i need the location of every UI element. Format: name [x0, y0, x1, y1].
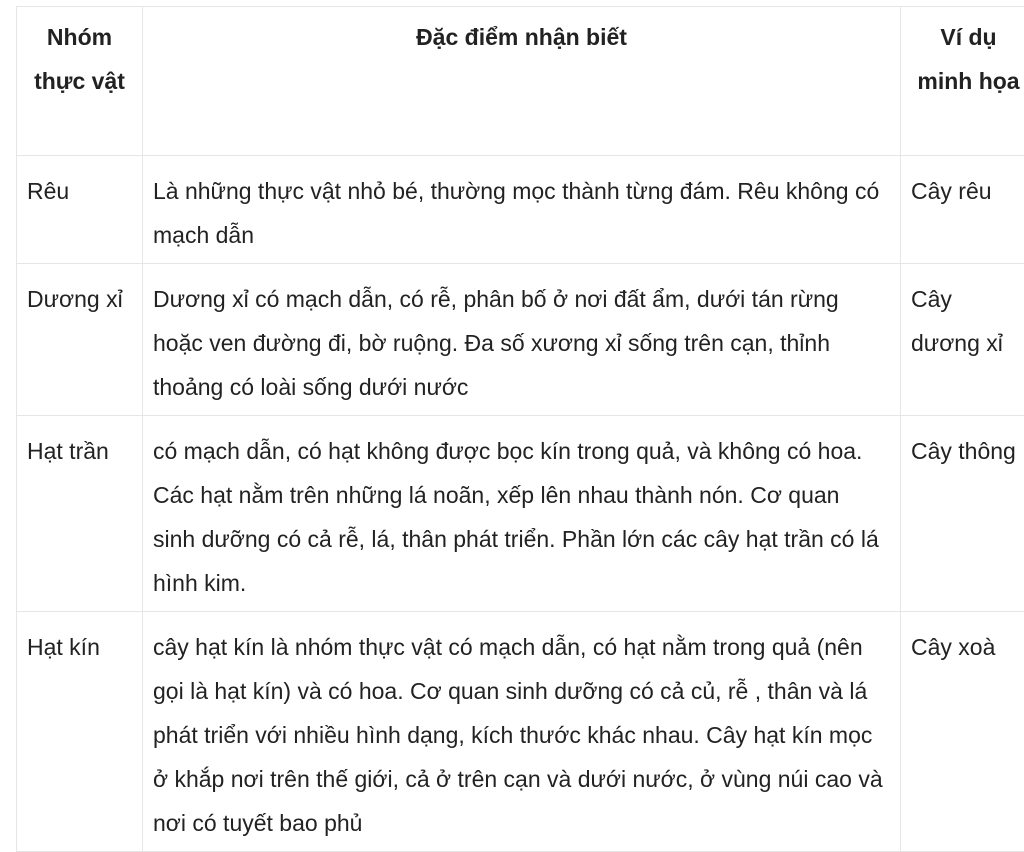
header-example: Ví dụ minh họa [901, 7, 1024, 156]
cell-features: có mạch dẫn, có hạt không được bọc kín trong quả, và không có hoa. Các hạt nằm trên những lá noãn, xếp lên nhau thành nón. Cơ quan sinh dưỡng có cả rễ, lá, thân phát triển. Phần lớn các cây hạt trần có lá hình kim. [143, 416, 901, 612]
header-plant-group: Nhóm thực vật [17, 7, 143, 156]
table-body [17, 156, 1024, 852]
cell-group: Rêu [17, 156, 143, 264]
cell-group: Dương xỉ [17, 264, 143, 416]
cell-features: Là những thực vật nhỏ bé, thường mọc thành từng đám. Rêu không có mạch dẫn [143, 156, 901, 264]
cell-example: Cây rêu [901, 156, 1024, 264]
table-header [17, 7, 1024, 156]
table-row-duong-xi [17, 264, 1024, 416]
plant-groups-table-container [16, 6, 1024, 852]
cell-example: Cây xoà [901, 612, 1024, 852]
cell-features: Dương xỉ có mạch dẫn, có rễ, phân bố ở nơi đất ẩm, dưới tán rừng hoặc ven đường đi, bờ ruộng. Đa số xương xỉ sống trên cạn, thỉnh thoảng có loài sống dưới nước [143, 264, 901, 416]
cell-group: Hạt kín [17, 612, 143, 852]
header-row [17, 7, 1024, 156]
cell-features: cây hạt kín là nhóm thực vật có mạch dẫn, có hạt nằm trong quả (nên gọi là hạt kín) và có hoa. Cơ quan sinh dưỡng có cả củ, rễ , thân và lá phát triển với nhiều hình dạng, kích thước khác nhau. Cây hạt kín mọc ở khắp nơi trên thế giới, cả ở trên cạn và dưới nước, ở vùng núi cao và nơi có tuyết bao phủ [143, 612, 901, 852]
cell-example: Cây dương xỉ [901, 264, 1024, 416]
plant-groups-table [16, 6, 1024, 852]
table-row-hat-kin [17, 612, 1024, 852]
header-features: Đặc điểm nhận biết [143, 7, 901, 156]
cell-example: Cây thông [901, 416, 1024, 612]
cell-group: Hạt trần [17, 416, 143, 612]
table-row-reu [17, 156, 1024, 264]
table-row-hat-tran [17, 416, 1024, 612]
